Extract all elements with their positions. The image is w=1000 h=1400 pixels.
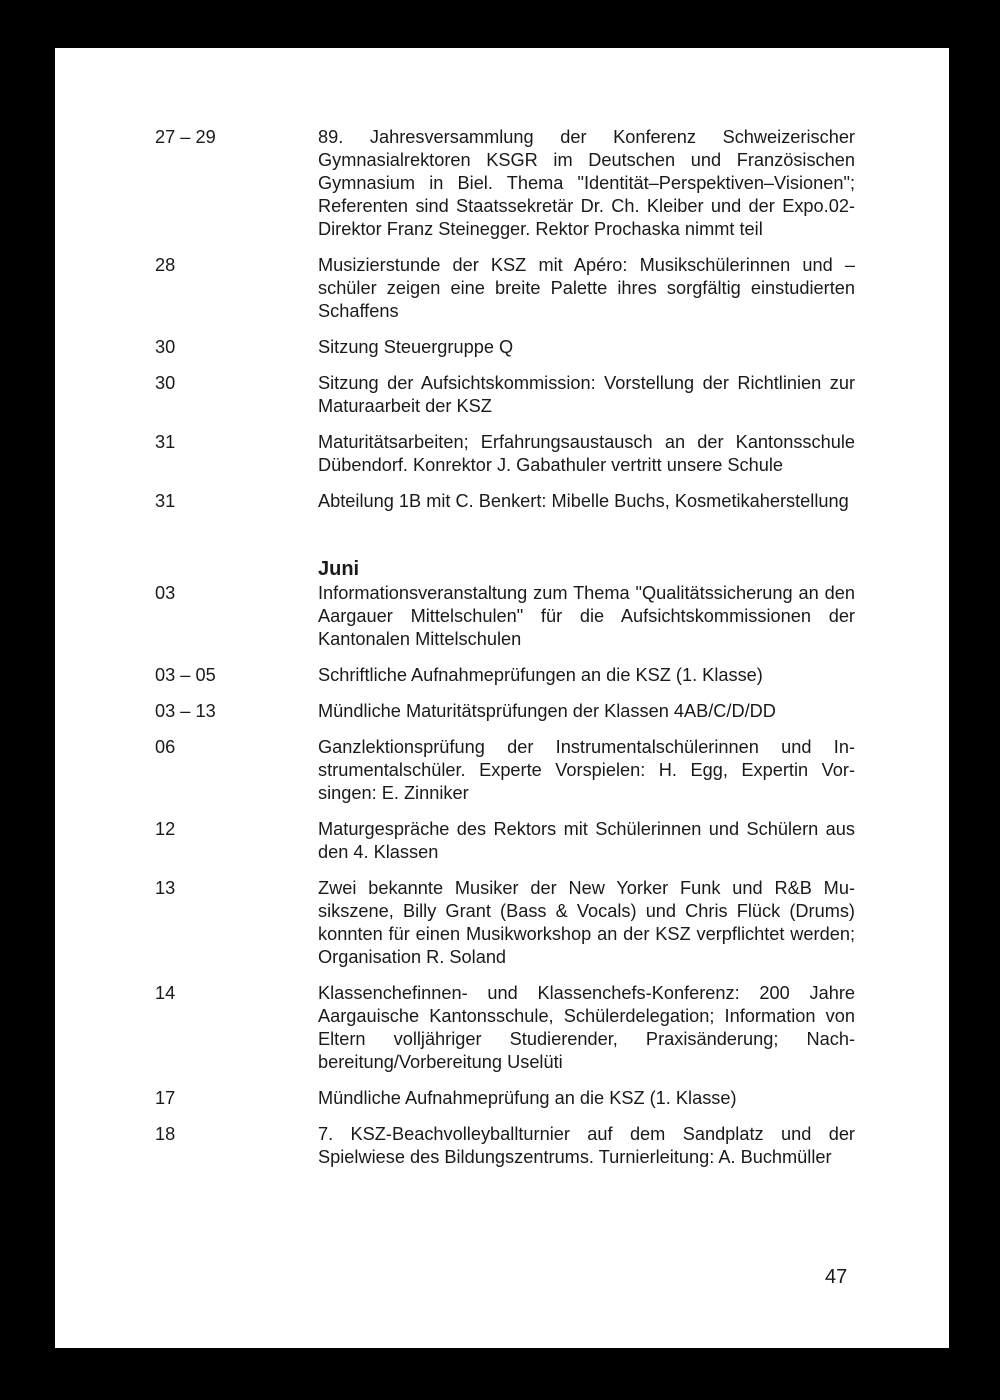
entry-date: 12 xyxy=(155,819,176,839)
entry-text: 89. Jahresversammlung der Konferenz Schweizerischer Gymnasialrektoren KSGR im Deutschen und Französischen Gymnasium in Biel. Thema "Identität–Perspektiven–Visionen"; Referenten sind Staatssekretär Dr. Ch. Kleiber und der Expo.02-Direktor Franz Steinegger. Rektor Prochaska nimmt teil xyxy=(318,127,855,239)
entry-date: 27 – 29 xyxy=(155,127,216,147)
entry-date: 31 xyxy=(155,491,176,511)
list-item xyxy=(155,982,915,1074)
entry-date: 03 – 13 xyxy=(155,701,216,721)
list-item xyxy=(155,431,915,477)
list-item xyxy=(155,254,915,323)
entry-text: Musizierstunde der KSZ mit Apéro: Musikschülerinnen und –schüler zeigen eine breite Palette ihres sorgfältig einstudierten Schaffens xyxy=(318,255,855,321)
month-heading: Juni xyxy=(318,558,360,580)
list-item xyxy=(155,490,915,513)
list-item xyxy=(155,1087,915,1110)
entry-text: 7. KSZ-Beachvolleyballturnier auf dem Sandplatz und der Spielwiese des Bildungszentrums. Turnierleitung: A. Buchmüller xyxy=(318,1124,855,1167)
entry-date: 03 xyxy=(155,583,176,603)
entry-text: Mündliche Aufnahmeprüfung an die KSZ (1. Klasse) xyxy=(318,1088,737,1108)
entry-date: 17 xyxy=(155,1088,176,1108)
list-item xyxy=(155,736,915,805)
list-item xyxy=(155,818,915,864)
chronicle-entries xyxy=(155,126,915,1182)
entry-date: 14 xyxy=(155,983,176,1003)
entry-text: Ganzlektionsprüfung der Instrumentalschülerinnen und Instrumentalschüler. Experte Vorspielen: H. Egg, Expertin Vorsingen: E. Zinniker xyxy=(318,737,855,803)
entry-text: Maturitätsarbeiten; Erfahrungsaustausch an der Kantonsschule Dübendorf. Konrektor J. Gabathuler vertritt unsere Schule xyxy=(318,432,855,475)
entry-text: Maturgespräche des Rektors mit Schülerinnen und Schülern aus den 4. Klassen xyxy=(318,819,855,862)
entry-text: Sitzung der Aufsichtskommission: Vorstellung der Richtlinien zur Maturaarbeit der KSZ xyxy=(318,373,855,416)
entry-date: 03 – 05 xyxy=(155,665,216,685)
entry-text: Klassenchefinnen- und Klassenchefs-Konferenz: 200 Jahre Aargauische Kantonsschule, Schülerdelegation; Information von Eltern volljähriger Studierender, Praxisänderung; Nachbereitung/Vorbereitung Uselüti xyxy=(318,983,855,1072)
list-item xyxy=(155,372,915,418)
entry-date: 13 xyxy=(155,878,176,898)
entry-text: Sitzung Steuergruppe Q xyxy=(318,337,514,357)
list-item xyxy=(155,700,915,723)
entry-date: 06 xyxy=(155,737,176,757)
scan-edge-mark xyxy=(50,255,54,267)
list-item xyxy=(155,664,915,687)
entry-text: Schriftliche Aufnahmeprüfungen an die KSZ (1. Klasse) xyxy=(318,665,763,685)
entry-date: 31 xyxy=(155,432,176,452)
entry-text: Zwei bekannte Musiker der New Yorker Funk und R&B Musikszene, Billy Grant (Bass & Vocals) und Chris Flück (Drums) konnten für einen Musikworkshop an der KSZ verpflichtet werden; Organisation R. Soland xyxy=(318,878,855,967)
page-number: 47 xyxy=(825,1266,848,1288)
document-page xyxy=(55,48,949,1348)
entry-date: 30 xyxy=(155,337,176,357)
entry-date: 30 xyxy=(155,373,176,393)
list-item xyxy=(155,582,915,651)
entry-text: Mündliche Maturitätsprüfungen der Klassen 4AB/C/D/DD xyxy=(318,701,776,721)
list-item xyxy=(155,126,915,241)
entry-date: 18 xyxy=(155,1124,176,1144)
entry-text: Informationsveranstaltung zum Thema "Qualitätssicherung an den Aargauer Mittelschulen" für die Aufsichtskommissionen der Kantonalen Mittelschulen xyxy=(318,583,855,649)
list-item xyxy=(155,1123,915,1169)
list-item xyxy=(155,336,915,359)
scan-edge-mark xyxy=(50,1163,54,1175)
entry-date: 28 xyxy=(155,255,176,275)
entry-text: Abteilung 1B mit C. Benkert: Mibelle Buchs, Kosmetikaherstellung xyxy=(318,491,849,511)
list-item xyxy=(155,877,915,969)
scan-edge-mark xyxy=(50,333,54,345)
